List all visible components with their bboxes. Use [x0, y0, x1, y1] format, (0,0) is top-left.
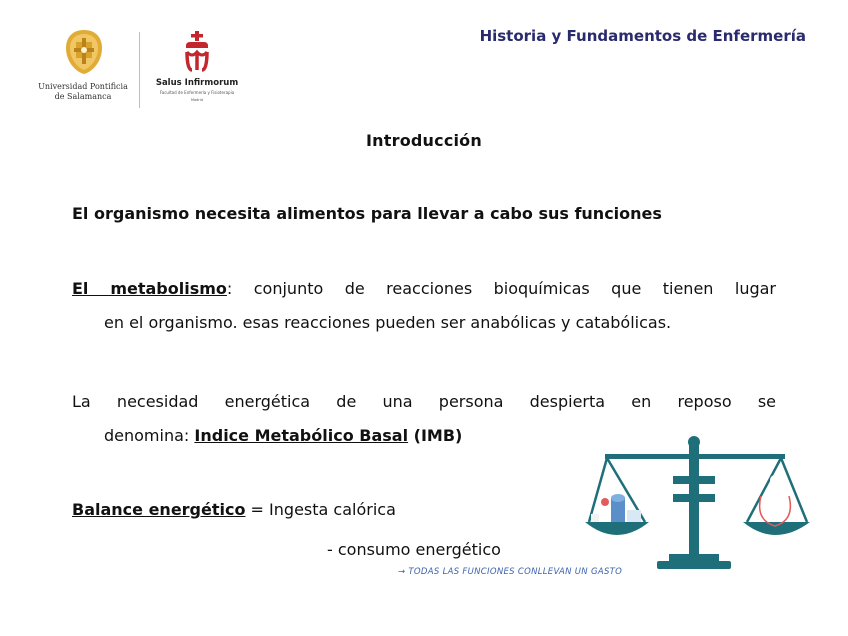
salus-logo-city: Madrid [190, 98, 204, 102]
upsa-logo [38, 28, 138, 110]
upsa-logo-text: Universidad Pontificia de Salamanca [38, 82, 128, 101]
course-title: Historia y Fundamentos de Enfermería [479, 27, 806, 45]
metabolism-term: El metabolismo [72, 279, 227, 298]
imb-abbreviation: (IMB) [408, 426, 463, 445]
imb-line-1: La necesidad energética de una persona despierta en reposo se [72, 392, 776, 411]
energy-balance-intake: = Ingesta calórica [245, 500, 396, 519]
energy-consumption-line: - consumo energético [327, 540, 501, 559]
imb-term: Indice Metabólico Basal [194, 426, 409, 445]
person-exercising-icon [760, 475, 791, 526]
upsa-crest-icon [62, 28, 106, 76]
metabolism-line-1 [72, 272, 776, 306]
energy-balance-term: Balance energético [72, 500, 246, 519]
metabolism-line-2: en el organismo. esas reacciones pueden ser anabólicas y catabólicas. [104, 313, 672, 332]
imb-lead: denomina: [104, 426, 195, 445]
food-icon [591, 494, 641, 522]
balance-scale-illustration [585, 436, 810, 578]
salus-infirmorum-logo [150, 30, 250, 112]
metabolism-definition: : conjunto de reacciones bioquímicas que tienen lugar [226, 279, 776, 298]
salus-cross-icon [180, 30, 214, 74]
slide-title: Introducción [366, 131, 482, 150]
salus-logo-subtitle: Facultad de Enfermería y Fisioterapia [159, 90, 235, 95]
intro-statement: El organismo necesita alimentos para llevar a cabo sus funciones [72, 204, 662, 223]
handwritten-annotation: → TODAS LAS FUNCIONES CONLLEVAN UN GASTO [398, 567, 623, 577]
logo-divider [139, 32, 140, 108]
salus-logo-text: Salus Infirmorum [155, 78, 239, 88]
metabolism-paragraph [72, 272, 776, 340]
energy-balance-line [72, 500, 396, 519]
